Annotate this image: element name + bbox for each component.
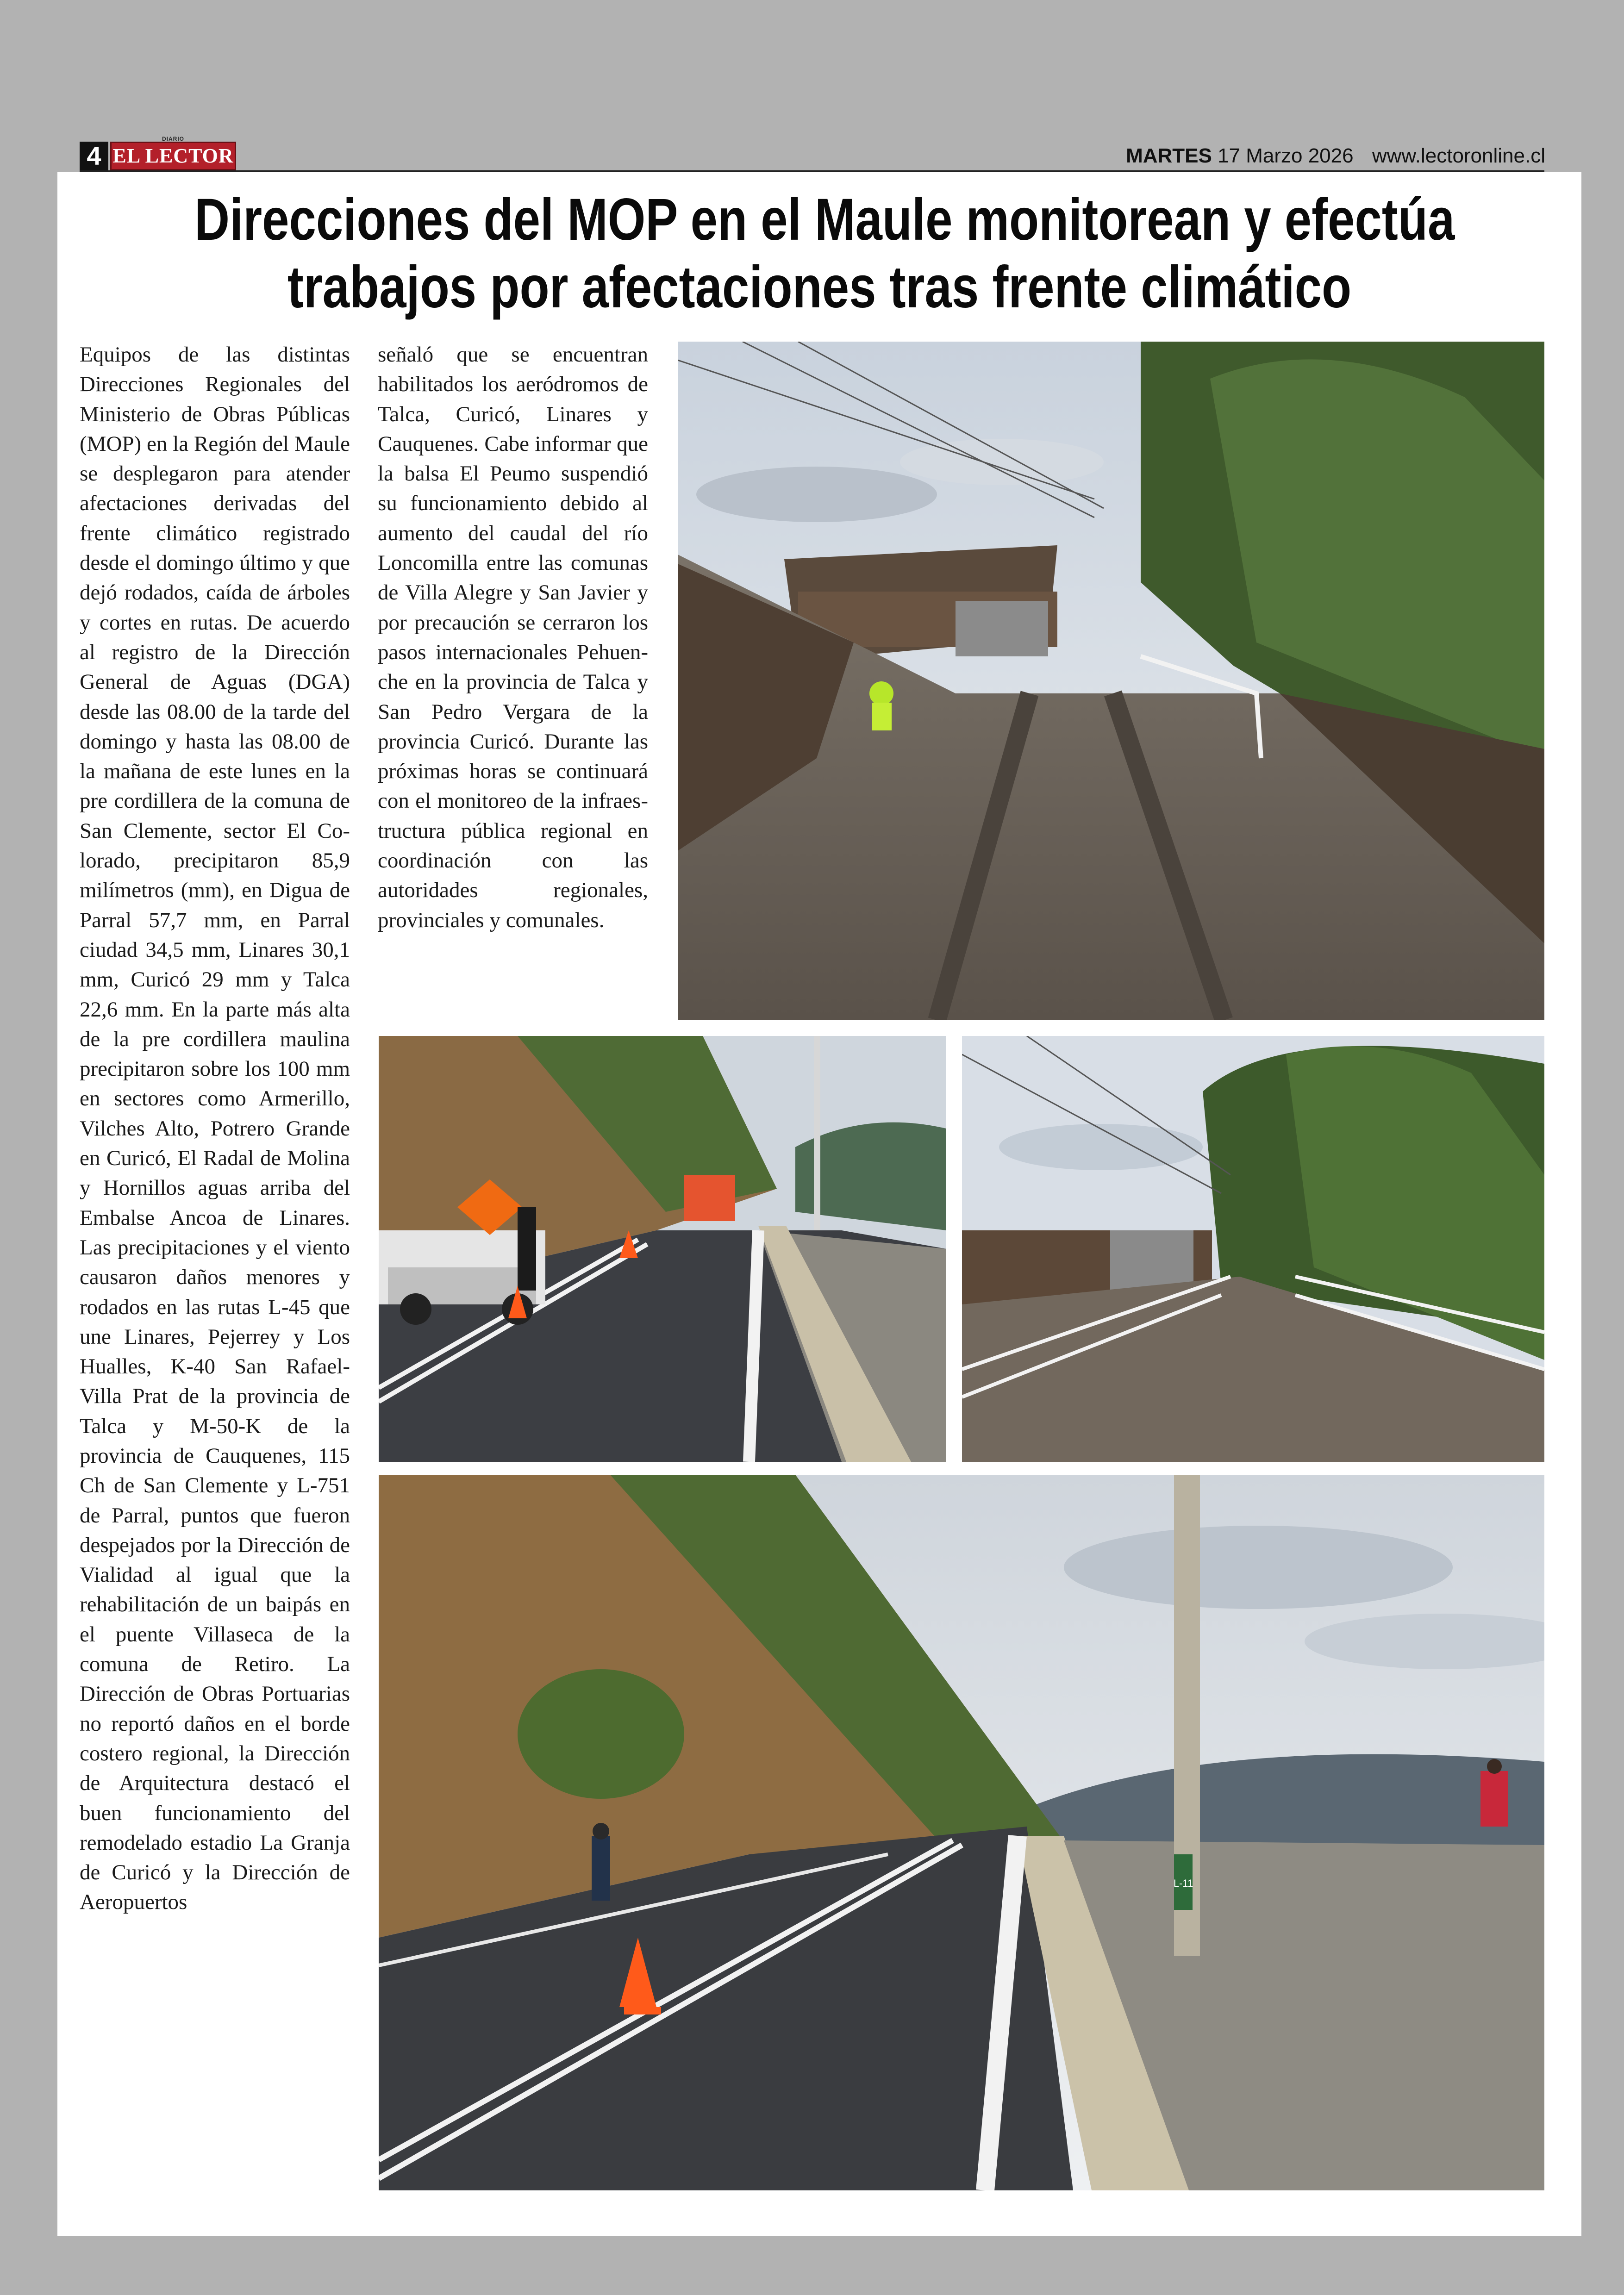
article-headline [194, 186, 1455, 321]
photo-dirt-road-construction [678, 342, 1544, 1020]
article-column-left: Equipos de las distintas Direcciones Regionales del Ministerio de Obras Públicas (MOP) en la Región del Maule se desplegaron para atender afectaciones derivadas del frente climático registrado desde el domingo último y que dejó rodados, caída de árboles y cortes en rutas. De acuerdo al registro de la Dirección General de Aguas (DGA) desde las 08.00 de la tarde del domingo y hasta las 08.00 de la mañana de este lunes en la pre cordillera de la comuna de San Clemente, sector El Colorado, precipitaron 85,9 milímetros (mm), en Digua de Parral 57,7 mm, en Parral ciudad 34,5 mm, Linares 30,1 mm, Curicó 29 mm y Talca 22,6 mm. En la parte más alta de la pre cordillera maulina precipitaron sobre los 100 mm en sectores como Armerillo, Vilches Alto, Potrero Grande en Curicó, El Radal de Molina y Hornillos aguas arriba del Embalse Ancoa de Linares. Las precipitaciones y el viento causaron daños menores y rodados en las rutas L-45 que une Linares, Pejerrey y Los Hualles, K-40 San Rafael-Villa Prat de la provincia de Talca y M-50-K de la provincia de Cauquenes, 115 Ch de San Clemente y L-751 de Parral, puntos que fueron despejados por la Dirección de Vialidad al igual que la rehabilitación de un baipás en el puente Villaseca de la comuna de Retiro. La Dirección de Obras Portuarias no reportó daños en el borde costero regional, la Dirección de Arquitectura destacó el buen funcionamiento del remodelado estadio La Granja de Curicó y la Dirección de Aeropuertos [80, 343, 350, 1915]
header-day: MARTES [1126, 144, 1212, 167]
photo-road-workers-sign [379, 1036, 946, 1462]
header-website: www.lectoronline.cl [1372, 144, 1545, 167]
logo-small-text: DIARIO [162, 136, 184, 142]
article-column-middle: señaló que se encuentran habilitados los aeródromos de Talca, Curicó, Linares y Cauquenes. Cabe informar que la balsa El Peumo suspendió su funcionamiento debido al aumento del caudal del río Loncomilla entre las comunas de Villa Alegre y San Javier y por precaución se cerraron los pasos internacionales Pehuenche en la provincia de Talca y San Pedro Vergara de la provincia Curicó. Durante las próximas horas se continuará con el monitoreo de la infraestructura pública regional en coordinación con las autoridades regionales, provinciales y comunales. [378, 343, 648, 932]
headline-line-1: Direcciones del MOP en el Maule monitorean y efectúa [194, 187, 1455, 253]
page-number: 4 [80, 142, 108, 170]
photo-dirt-road-barrier-tape [962, 1036, 1544, 1462]
photo-road-cones-pole [379, 1475, 1544, 2190]
newspaper-page [57, 172, 1581, 2236]
logo-text: EL LECTOR [112, 144, 234, 167]
header-date: 17 Marzo 2026 [1218, 144, 1354, 167]
road-sign-text: L-11 [1173, 1877, 1193, 1889]
headline-line-2: trabajos por afectaciones tras frente climático [287, 254, 1352, 320]
header-info [1126, 142, 1545, 170]
newspaper-logo [110, 136, 236, 170]
